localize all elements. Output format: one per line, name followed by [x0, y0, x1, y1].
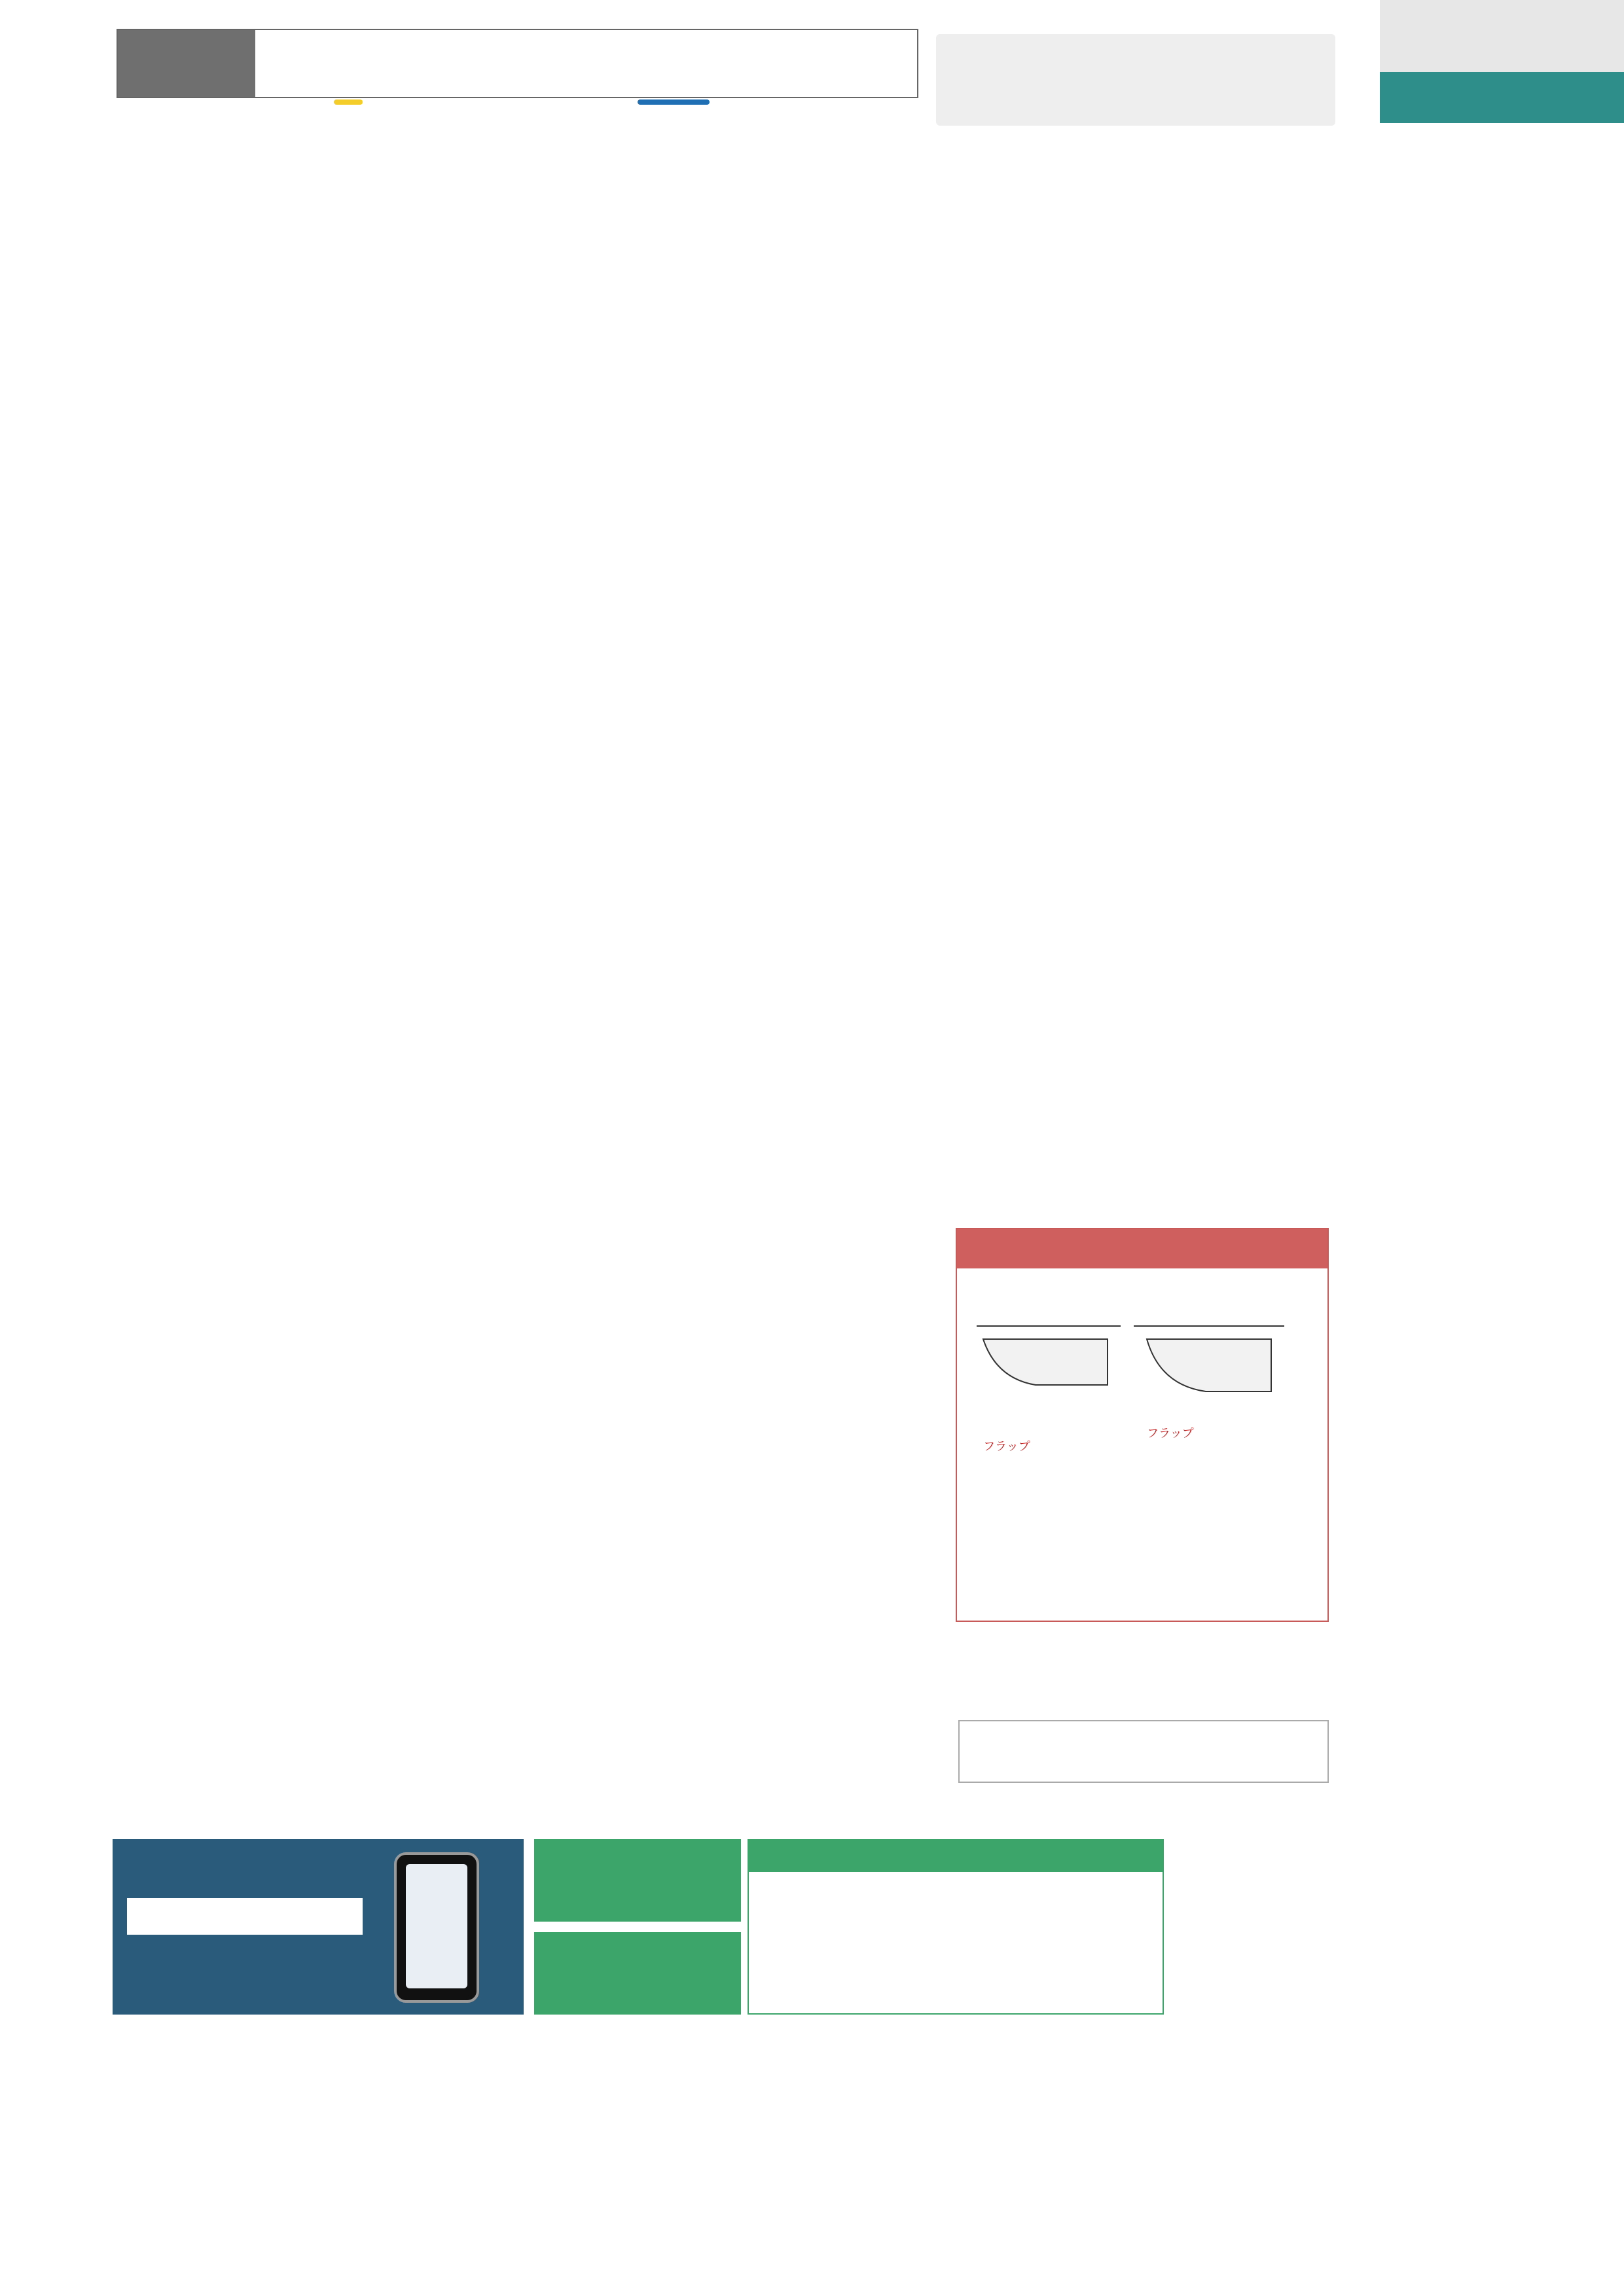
- series-title: [1380, 72, 1624, 123]
- phone-icon: [394, 1852, 479, 2003]
- standby-body: [749, 1872, 1163, 1882]
- charge-note: [958, 1720, 1329, 1783]
- page-reference-box: [936, 34, 1335, 126]
- alexa-panel: [534, 1932, 741, 2015]
- svg-text:フラップ: フラップ: [1147, 1427, 1194, 1441]
- google-assistant-panel: [534, 1839, 741, 1922]
- standby-power-panel: [748, 1839, 1164, 2015]
- kubun-badge: [334, 99, 363, 105]
- kubun-legend: [334, 99, 978, 105]
- compressor-badge: [638, 99, 710, 105]
- standby-heading: [749, 1840, 1163, 1872]
- installation-notice: [956, 1228, 1329, 1622]
- flap-diagram: [957, 1287, 1327, 1483]
- wifi-label: [127, 1898, 363, 1935]
- dealer-label: [118, 30, 255, 97]
- dealer-notice-bar: [117, 29, 918, 98]
- smartphone-panel: [113, 1839, 524, 2015]
- notice-heading: [957, 1229, 1327, 1268]
- svg-text:フラップ: フラップ: [983, 1440, 1030, 1454]
- category-title: [1380, 0, 1624, 72]
- notice-title: [957, 1268, 1327, 1287]
